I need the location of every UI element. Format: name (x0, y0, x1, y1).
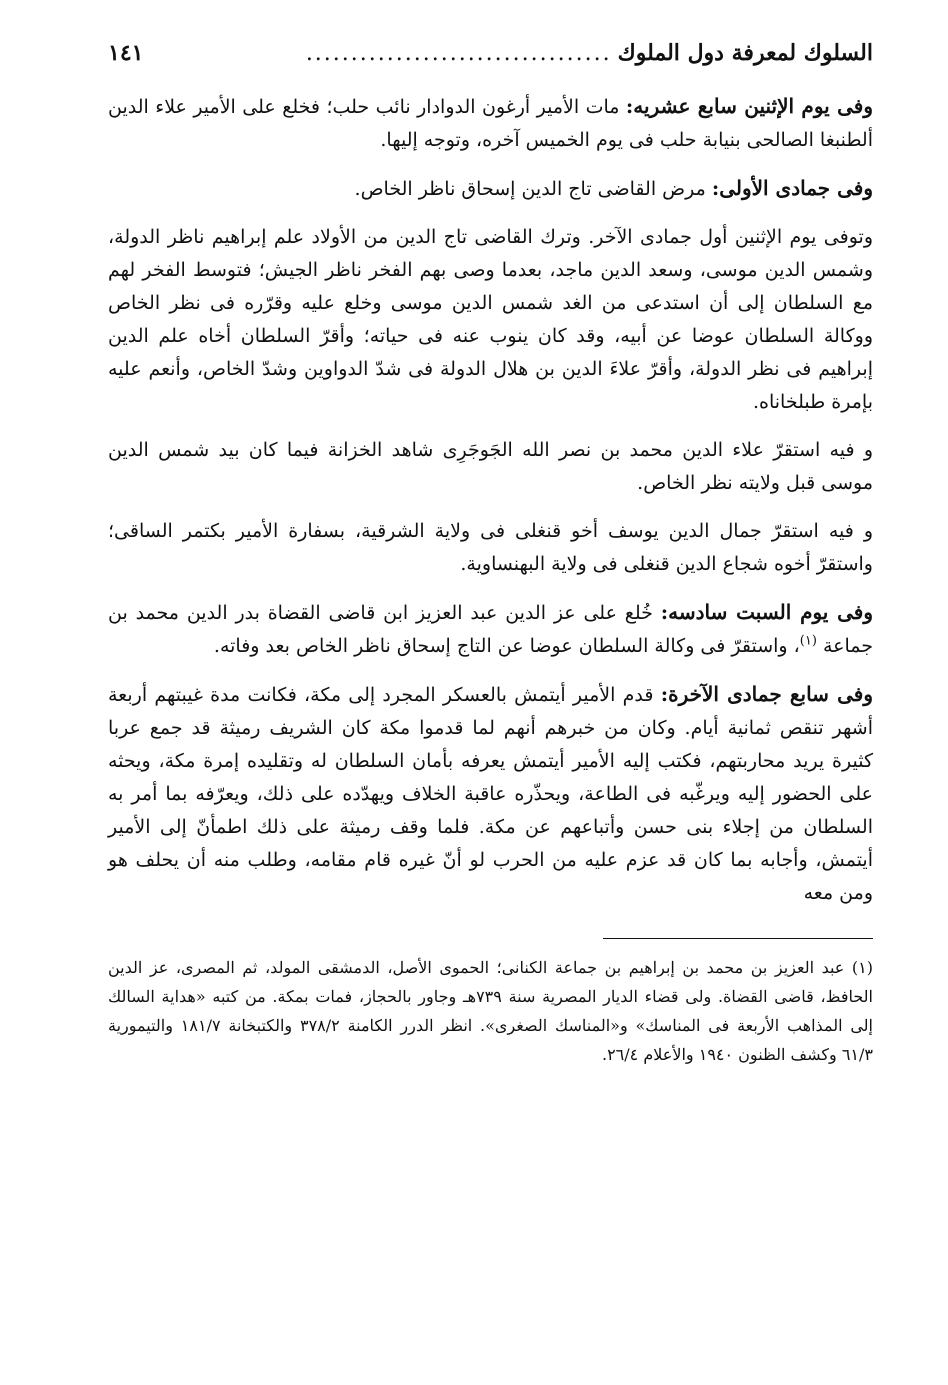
page-number: ١٤١ (108, 40, 144, 66)
paragraph-lead: وفى جمادى الأولى: (711, 176, 873, 200)
paragraph-text: مرض القاضى تاج الدين إسحاق ناظر الخاص. (354, 178, 712, 200)
paragraph-2 (108, 172, 873, 206)
paragraph-text: خُلع على عز الدين عبد العزيز ابن قاضى القضاة بدر الدين محمد بن جماعة (108, 602, 873, 657)
paragraph-text: قدم الأمير أيتمش بالعسكر المجرد إلى مكة، فكانت مدة غيبتهم أربعة أشهر تنقص ثمانية أيام. وكان من خبرهم أنهم لما قدموا مكة كان الشريف رميثة قد جمع عربا كثيرة يريد محاربتهم، فكتب إليه الأمير أيتمش يعرفه بأمان السلطان له وتقليده إمرة مكة، ويحثه على الحضور إليه ويرغّبه فى الطاعة، ويحذّره عاقبة الخلاف ويهدّده على ذلك، ويعرّفه بما أمر به السلطان من إجلاء بنى حسن وأتباعهم عن مكة. فلما وقف رميثة على ذلك اطمأنّ إلى الأمير أيتمش، وأجابه بما كان قد عزم عليه من الحرب لو أنّ غيره قام مقامه، وطلب منه أن يحلف هو ومن معه (108, 684, 873, 904)
paragraph-text: ، واستقرّ فى وكالة السلطان عوضا عن التاج إسحاق ناظر الخاص بعد وفاته. (213, 635, 800, 657)
book-page (108, 40, 873, 1360)
paragraph-lead: وفى يوم السبت سادسه: (660, 600, 873, 624)
paragraph-3 (108, 221, 873, 419)
paragraph-text: مات الأمير أرغون الدوادار نائب حلب؛ فخلع على الأمير علاء الدين ألطنبغا الصالحى بنيابة حلب فى يوم الخميس آخره، وتوجه إليها. (108, 96, 873, 151)
footnote-marker[interactable]: (١) (799, 633, 817, 649)
paragraph-4 (108, 434, 873, 500)
footnote: (١) عبد العزيز بن محمد بن إبراهيم بن جماعة الكنانى؛ الحموى الأصل، الدمشقى المولد، ثم المصرى، عز الدين الحافظ، قاضى القضاة. ولى قضاء الديار المصرية سنة ٧٣٩هـ وجاور بالحجاز، فمات بمكة. من كتبه «هداية السالك إلى المذاهب الأربعة فى المناسك» و«المناسك الصغرى». انظر الدرر الكامنة ٣٧٨/٢ والكتبخانة ١٨١/٧ والتيمورية ٦١/٣ وكشف الظنون ١٩٤٠ والأعلام ٢٦/٤. (108, 958, 873, 1064)
header-title: السلوك لمعرفة دول الملوك (617, 40, 873, 66)
running-header (108, 40, 873, 90)
paragraph-text: وتوفى يوم الإثنين أول جمادى الآخر. وترك القاضى تاج الدين من الأولاد علم إبراهيم ناظر الدولة، وشمس الدين موسى، وسعد الدين ماجد، بعدما وصى بهم الفخر ناظر الجيش؛ فتوسط الفخر لهم مع السلطان إلى أن استدعى من الغد شمس الدين موسى وخلع عليه وقرّره فى نظر الخاص ووكالة السلطان عوضا عن أبيه، وقد كان ينوب عنه فى حياته؛ وأقرّ السلطان أخاه علم الدين إبراهيم فى نظر الدولة، وأقرّ علاءَ الدين بن هلال الدولة فى شدّ الدواوين وشدّ الخاص، وأنعم عليه بإمرة طبلخاناه. (108, 226, 873, 413)
paragraph-5 (108, 515, 873, 581)
paragraph-text: و فيه استقرّ جمال الدين يوسف أخو قنغلى فى ولاية الشرقية، بسفارة الأمير بكتمر الساقى؛ واستقرّ أخوه شجاع الدين قنغلى فى ولاية البهنساوية. (108, 520, 873, 575)
paragraph-lead: وفى يوم الإثنين سابع عشريه: (625, 94, 873, 118)
footnote-divider (603, 938, 873, 939)
paragraph-1 (108, 90, 873, 157)
header-leader-dots: .................................. (305, 41, 612, 66)
paragraph-6 (108, 596, 873, 663)
paragraph-7 (108, 678, 873, 910)
paragraph-lead: وفى سابع جمادى الآخرة: (660, 682, 873, 706)
paragraph-text: و فيه استقرّ علاء الدين محمد بن نصر الله الجَوجَرِى شاهد الخزانة فيما كان بيد شمس الدين موسى قبل ولايته نظر الخاص. (108, 439, 873, 494)
